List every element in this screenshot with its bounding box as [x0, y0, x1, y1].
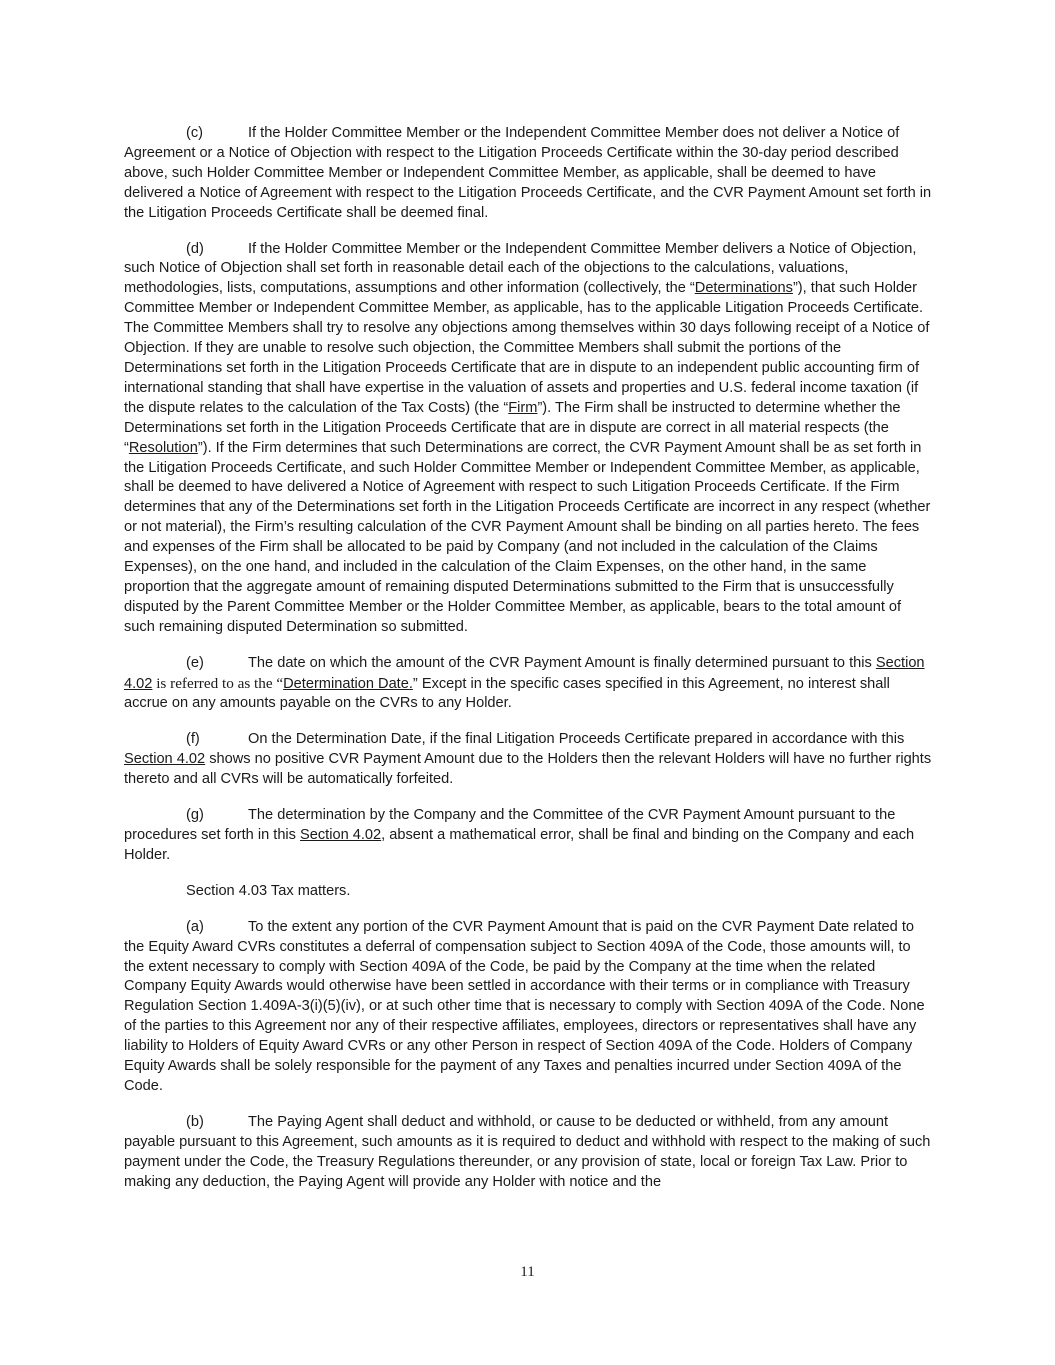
paragraph-text: ”), that such Holder Committee Member or Independent Committee Member, as applicable, has to the applicable Litigation Proceeds Certificate. The Committee Members shall try to resolve any objections among themselves within 30 days following receipt of a Notice of Objection. If they are unable to resolve such objection, the Committee Members shall submit the portions of the Determinations set forth in the Litigation Proceeds Certificate that are in dispute to an independent public accounting firm of international standing that shall have expertise in the valuation of assets and properties and U.S. federal income taxation (if the dispute relates to the calculation of the Tax Costs) (the “	[124, 280, 930, 416]
paragraph-c	[124, 124, 932, 224]
paragraph-number: (b)	[186, 1113, 204, 1130]
paragraph-number: (e)	[186, 654, 204, 671]
paragraph-text: ”). If the Firm determines that such Determinations are correct, the CVR Payment Amount shall be as set forth in the Litigation Proceeds Certificate, and such Holder Committee Member or Independent Committee Member, as applicable, shall be deemed to have delivered a Notice of Agreement with respect to such Litigation Proceeds Certificate. If the Firm determines that any of the Determinations set forth in the Litigation Proceeds Certificate are incorrect in any respect (whether or not material), the Firm’s resulting calculation of the CVR Payment Amount shall be binding on all parties hereto. The fees and expenses of the Firm shall be allocated to be paid by Company (and not included in the calculation of the Claims Expenses), on the one hand, and included in the calculation of the Claim Expenses, on the other hand, in the same proportion that the aggregate amount of remaining disputed Determinations submitted to the Firm that is unsuccessfully disputed by the Parent Committee Member or the Holder Committee Member, as applicable, bears to the total amount of such remaining disputed Determination so submitted.	[124, 439, 931, 635]
paragraph-text: ” Except in the specific cases specified in this Agreement, no interest shall accrue on any amounts payable on the CVRs to any Holder.	[124, 675, 890, 712]
section-reference: Section 4.02	[300, 827, 382, 843]
paragraph-text: The determination by the Company and the Committee of the CVR Payment Amount pursuant to the procedures set forth in this	[124, 807, 896, 843]
paragraph-b	[124, 1113, 932, 1193]
defined-term-resolution: Resolution	[128, 439, 198, 456]
document-page	[124, 124, 932, 1209]
paragraph-a	[124, 918, 932, 1097]
paragraph-text: The date on which the amount of the CVR Payment Amount is finally determined pursuant to this	[248, 654, 876, 671]
section-heading: Section 4.03 Tax matters.	[186, 882, 351, 899]
paragraph-text: The Paying Agent shall deduct and withhold, or cause to be deducted or withheld, from any amount payable pursuant to this Agreement, such amounts as it is required to deduct and withhold with respect to the making of such payment under the Code, the Treasury Regulations thereunder, or any provision of state, local or foreign Tax Law. Prior to making any deduction, the Paying Agent will provide any Holder with notice and the	[124, 1113, 931, 1190]
paragraph-text: If the Holder Committee Member or the Independent Committee Member delivers a Notice of Objection, such Notice of Objection shall set forth in reasonable detail each of the objections to the calculations, valuations, methodologies, lists, computations, assumptions and other information (collectively, the “	[124, 240, 917, 297]
paragraph-text: To the extent any portion of the CVR Payment Amount that is paid on the CVR Payment Date related to the Equity Award CVRs constitutes a deferral of compensation subject to Section 409A of the Code, those amounts will, to the extent necessary to comply with Section 409A of the Code, be paid by the Company at the time when the related Company Equity Awards would otherwise have been settled in accordance with their terms or in compliance with Treasury Regulation Section 1.409A-3(i)(5)(iv), or at such other time that is necessary to comply with Section 409A of the Code. None of the parties to this Agreement nor any of their respective affiliates, employees, directors or representatives shall have any liability to Holders of Equity Award CVRs or any other Person in respect of Section 409A of the Code. Holders of Company Equity Awards shall be solely responsible for the payment of any Taxes and penalties incurred under Section 409A of the Code.	[124, 918, 925, 1094]
paragraph-text: is referred to as the “	[152, 674, 284, 692]
paragraph-number: (c)	[186, 125, 204, 141]
paragraph-text: ”). The Firm shall be instructed to determine whether the Determinations set forth in the Litigation Proceeds Certificate that are in dispute are correct in all material respects (the “	[124, 399, 901, 456]
paragraph-text: , absent a mathematical error, shall be final and binding on the Company and each Holder.	[124, 827, 915, 863]
paragraph-text: shows no positive CVR Payment Amount due to the Holders then the relevant Holders will have no further rights thereto and all CVRs will be automatically forfeited.	[124, 751, 932, 788]
section-reference: Section 4.02	[124, 654, 925, 692]
paragraph-f	[124, 730, 932, 790]
paragraph-number: (f)	[186, 731, 200, 748]
paragraph-number: (d)	[186, 240, 204, 257]
defined-term-firm: Firm	[508, 399, 538, 416]
paragraph-number: (g)	[186, 807, 204, 824]
paragraph-d	[124, 240, 932, 638]
paragraph-text: On the Determination Date, if the final Litigation Proceeds Certificate prepared in accordance with this	[248, 731, 905, 748]
section-reference: Section 4.02	[124, 751, 206, 768]
paragraph-e	[124, 654, 932, 715]
defined-term-determination-date: Determination Date.	[283, 675, 413, 692]
paragraph-number: (a)	[186, 918, 204, 935]
defined-term-determinations: Determinations	[694, 280, 793, 297]
page-number: 11	[520, 1264, 535, 1280]
paragraph-text: If the Holder Committee Member or the Independent Committee Member does not deliver a Notice of Agreement or a Notice of Objection with respect to the Litigation Proceeds Certificate within the 30-day period described above, such Holder Committee Member or Independent Committee Member, as applicable, shall be deemed to have delivered a Notice of Agreement with respect to the Litigation Proceeds Certificate, and the CVR Payment Amount set forth in the Litigation Proceeds Certificate shall be deemed final.	[124, 125, 932, 221]
paragraph-g	[124, 806, 932, 866]
